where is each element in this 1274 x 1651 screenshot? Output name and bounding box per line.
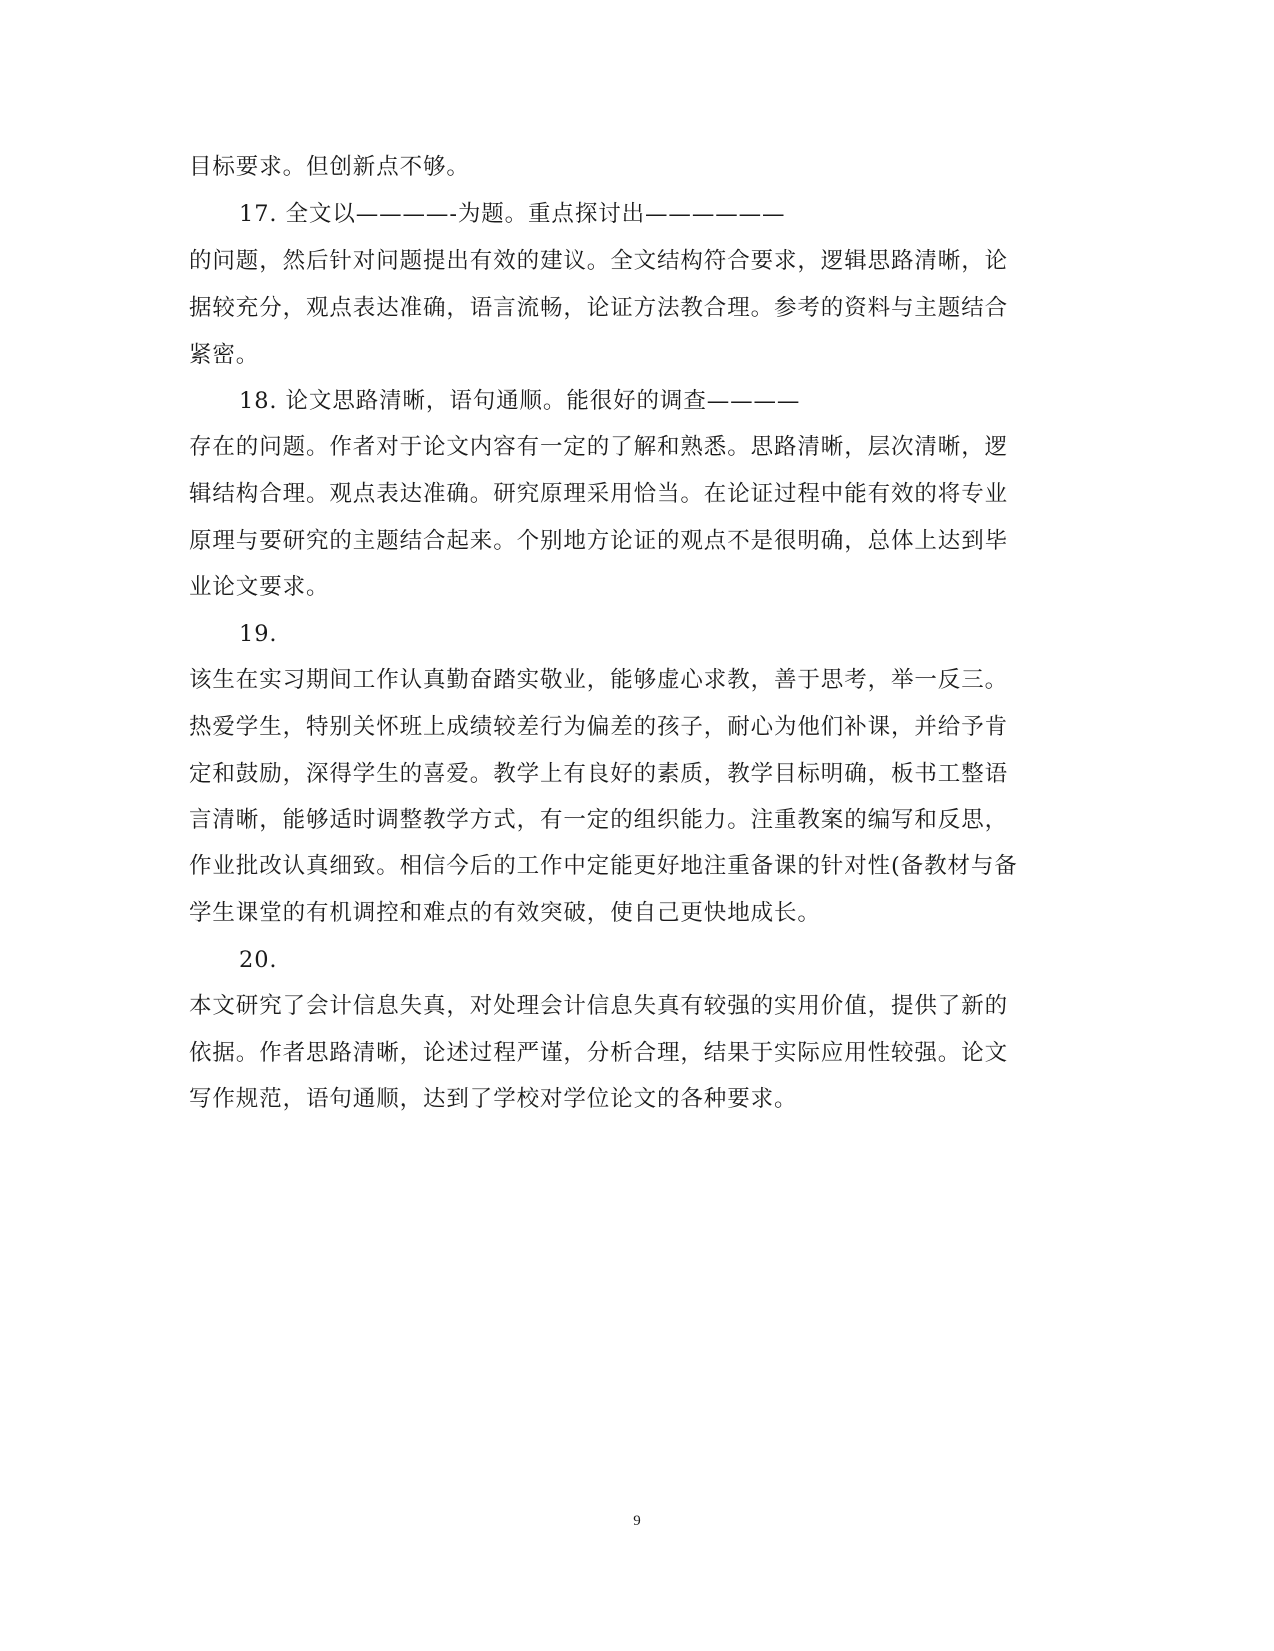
- item-18-heading: 18. 论文思路清晰，语句通顺。能很好的调查————: [239, 388, 801, 414]
- text-line: 依据。作者思路清晰，论述过程严谨，分析合理，结果于实际应用性较强。论文: [189, 1040, 1009, 1066]
- text-line: 写作规范，语句通顺，达到了学校对学位论文的各种要求。: [189, 1086, 798, 1112]
- item-19-heading: 19.: [239, 621, 278, 647]
- item-20-heading: 20.: [239, 947, 278, 973]
- text-line: 据较充分，观点表达准确，语言流畅，论证方法教合理。参考的资料与主题结合: [189, 295, 1009, 321]
- text-line: 定和鼓励，深得学生的喜爱。教学上有良好的素质，教学目标明确，板书工整语: [189, 761, 1009, 787]
- page-number: 9: [633, 1513, 641, 1529]
- text-line: 的问题，然后针对问题提出有效的建议。全文结构符合要求，逻辑思路清晰，论: [189, 248, 1009, 274]
- text-line: 学生课堂的有机调控和难点的有效突破，使自己更快地成长。: [189, 900, 821, 926]
- text-line: 业论文要求。: [189, 574, 330, 600]
- text-line: 辑结构合理。观点表达准确。研究原理采用恰当。在论证过程中能有效的将专业: [189, 481, 1009, 507]
- text-line: 原理与要研究的主题结合起来。个别地方论证的观点不是很明确，总体上达到毕: [189, 528, 1009, 554]
- text-line: 作业批改认真细致。相信今后的工作中定能更好地注重备课的针对性(备教材与备: [189, 853, 1018, 879]
- item-17-heading: 17. 全文以————-为题。重点探讨出——————: [239, 201, 786, 227]
- text-line: 热爱学生，特别关怀班上成绩较差行为偏差的孩子，耐心为他们补课，并给予肯: [189, 714, 1009, 740]
- text-line: 本文研究了会计信息失真，对处理会计信息失真有较强的实用价值，提供了新的: [189, 993, 1009, 1019]
- text-line: 紧密。: [189, 342, 260, 368]
- text-line: 目标要求。但创新点不够。: [189, 154, 470, 180]
- text-line: 存在的问题。作者对于论文内容有一定的了解和熟悉。思路清晰，层次清晰，逻: [189, 434, 1009, 460]
- text-line: 该生在实习期间工作认真勤奋踏实敬业，能够虚心求教，善于思考，举一反三。: [189, 667, 1009, 693]
- text-line: 言清晰，能够适时调整教学方式，有一定的组织能力。注重教案的编写和反思，: [189, 807, 1009, 833]
